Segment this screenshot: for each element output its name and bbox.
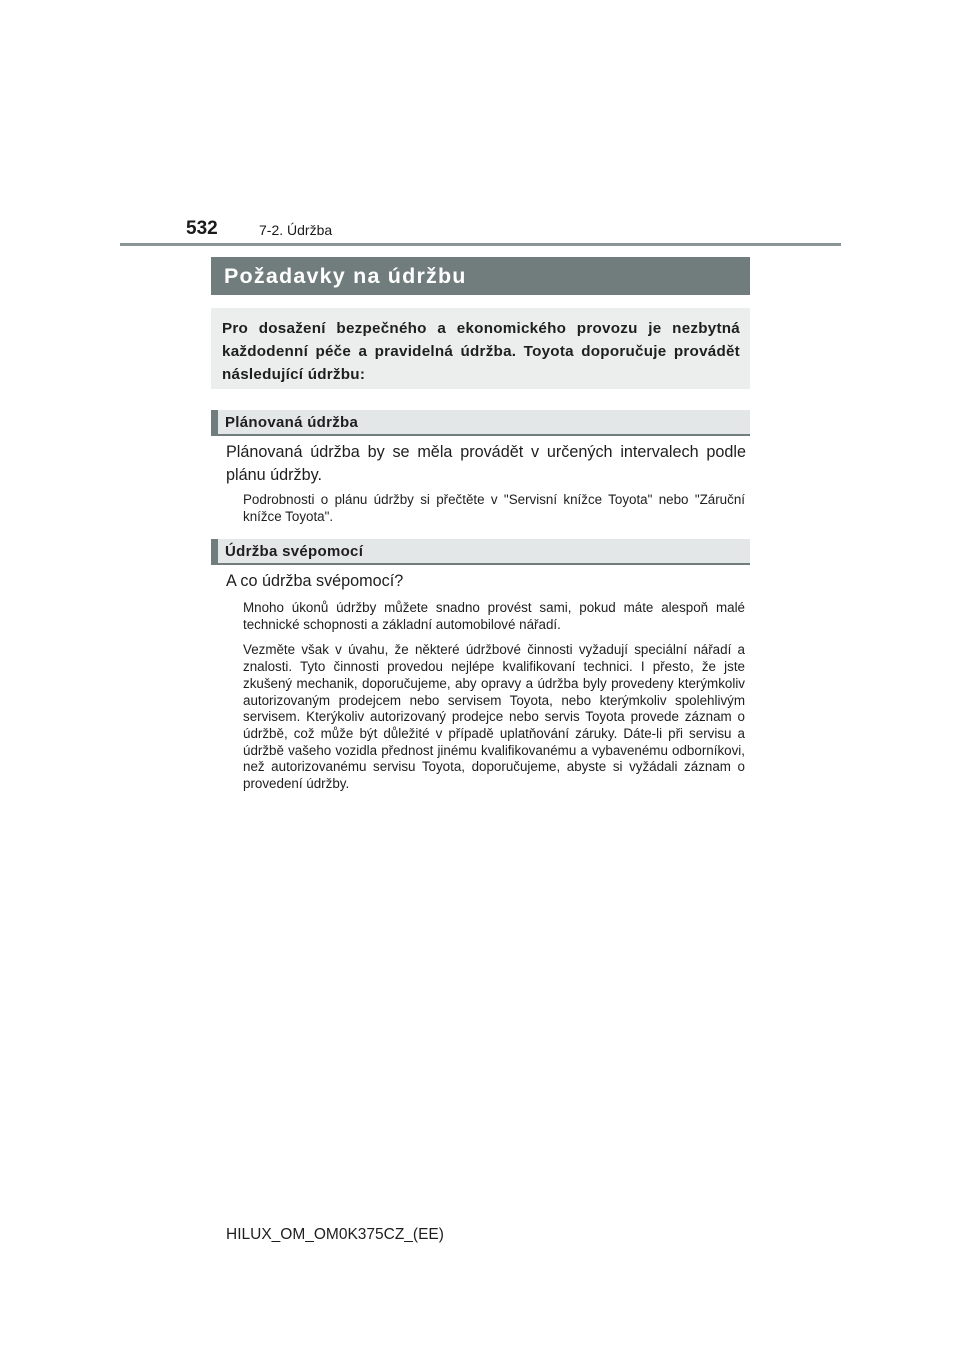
diy-paragraph-2: Vezměte však v úvahu, že některé údržbové činnosti vyžadují speciální nářadí a znalosti. Tyto činnosti provedou nejlépe kvalifikovaní technici. I přesto, že jste zkušený mechanik, doporučujeme, aby opravy a údržba byly provedeny kterýmkoliv autorizovaným prodejcem nebo servisem Toyota, nebo kterýmkoliv spolehlivým servisem. Kterýkoliv autorizovaný prodejce nebo servis Toyota provede záznam o údržbě, což může být důležité v případě uplatňování záruky. Dáte-li při servisu a údržbě vašeho vozidla přednost jinému kvalifikovanému a vybavenému odborníkovi, než autorizovanému servisu Toyota, doporučujeme, abyste si vyžádali záznam o provedení údržby. bbox=[243, 642, 745, 792]
planned-note-text: Podrobnosti o plánu údržby si přečtěte v "Servisní knížce Toyota" nebo "Záruční knížce Toyota". bbox=[243, 492, 745, 524]
footer-document-code: HILUX_OM_OM0K375CZ_(EE) bbox=[226, 1226, 444, 1243]
diy-body bbox=[243, 600, 745, 802]
diy-paragraph-1: Mnoho úkonů údržby můžete snadno provést sami, pokud máte alespoň malé technické schopnosti a základní automobilové nářadí. bbox=[243, 600, 745, 632]
intro-box: Pro dosažení bezpečného a ekonomického provozu je nezbytná každodenní péče a pravidelná údržba. Toyota doporučuje provádět následující údržbu: bbox=[211, 308, 750, 389]
subheading-planned: Plánovaná údržba bbox=[211, 410, 750, 436]
page-number: 532 bbox=[186, 218, 218, 239]
header-rule bbox=[120, 243, 841, 246]
planned-lead-text: Plánovaná údržba by se měla provádět v určených intervalech podle plánu údržby. bbox=[226, 443, 746, 484]
page-title: Požadavky na údržbu bbox=[224, 263, 467, 288]
diy-lead-text: A co údržba svépomocí? bbox=[226, 572, 404, 590]
planned-note bbox=[243, 492, 745, 534]
subheading-diy: Údržba svépomocí bbox=[211, 539, 750, 565]
page-title-bar bbox=[211, 257, 750, 295]
section-reference: 7-2. Údržba bbox=[259, 222, 333, 238]
